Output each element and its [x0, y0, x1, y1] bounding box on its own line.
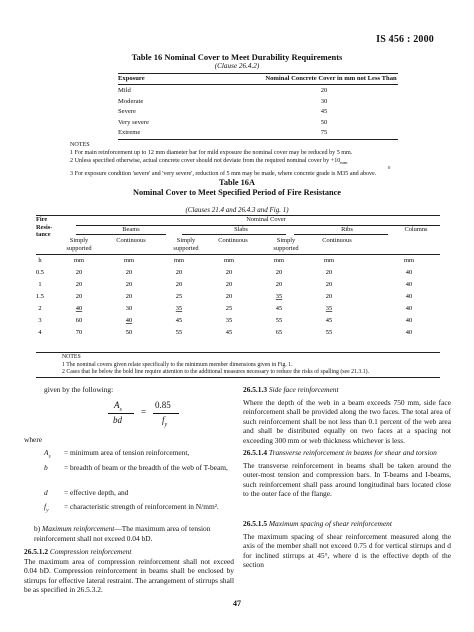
min-reinforcement-equation: [108, 400, 208, 432]
cover-cell: 45: [320, 108, 328, 115]
section-text: The transverse reinforcement in beams shall be taken around the outer-most tension and compression bars. In T-beams and I-beams, such reinforcement shall pass around longitudinal bars located close to the outer face of the flange.: [243, 460, 451, 499]
cover-cell: 30: [125, 305, 133, 312]
cover-cell: 40: [75, 305, 83, 312]
cover-cell: 35: [325, 305, 333, 312]
fire-period-cell: 1.5: [36, 293, 44, 300]
subhead-text: supported: [273, 244, 299, 252]
cover-cell: 45: [275, 305, 283, 312]
note-3: 3 For exposure condition 'severe' and 'very severe', reduction of 5 mm may be made, where concrete grade is M35 and above.: [70, 171, 377, 177]
cover-cell: 40: [405, 317, 413, 324]
standard-number: IS 456 : 2000: [376, 34, 434, 45]
definitions: [24, 448, 232, 524]
cover-cell: 20: [75, 293, 83, 300]
subhead-text: supported: [173, 244, 199, 252]
eq-num: A: [114, 400, 120, 410]
unit-cell: mm: [324, 257, 334, 264]
eq-den: bd: [113, 415, 122, 425]
def-symbol: d: [44, 488, 48, 497]
def-text: = effective depth, and: [64, 488, 129, 497]
eq-rhs-num: 0.85: [155, 400, 171, 410]
notes-heading: NOTES: [70, 142, 90, 148]
table16-title: Table 16 Nominal Cover to Meet Durability Requirements: [131, 52, 343, 62]
tolerance-unit: mm: [340, 160, 348, 165]
group-beams: Beams: [122, 226, 140, 233]
def-text: = minimum area of tension reinforcement,: [64, 448, 190, 457]
tolerance-zero: 0: [388, 165, 391, 170]
section-title: Side face reinforcement: [268, 385, 339, 394]
subhead-beams-continuous: Continuous: [116, 237, 146, 244]
cover-cell: 20: [225, 293, 233, 300]
definition-as: [24, 448, 232, 463]
section-text: Where the depth of the web in a beam exceeds 750 mm, side face reinforcement shall be provided along the two faces. The total area of such reinforcement shall be not less than 0.1 percent of the web area and shall be distributed equally on two faces at a spacing not exceeding 300 mm or web thickness whichever is less.: [243, 397, 451, 445]
unit-cell: mm: [174, 257, 184, 264]
cover-cell: 40: [405, 281, 413, 288]
table16a-number: Table 16A: [219, 178, 255, 187]
cover-cell: 35: [275, 293, 283, 300]
table16a-clause: (Clauses 21.4 and 26.4.3 and Fig. 1): [185, 206, 289, 214]
unit-cell: mm: [404, 257, 414, 264]
cover-cell: 45: [325, 317, 333, 324]
exposure-cell: Very severe: [118, 118, 149, 126]
tance-label: tance: [36, 231, 51, 238]
item-label: b): [34, 524, 41, 533]
fire-period-cell: 1: [38, 281, 42, 288]
definition-d: [24, 488, 232, 502]
eq-frac-bar-rhs: [153, 413, 179, 414]
section-number: 26.5.1.4: [243, 448, 268, 457]
unit-cell: mm: [224, 257, 234, 264]
definition-fy: [24, 502, 232, 524]
given-by-text: given by the following:: [44, 385, 114, 394]
section-26-5-1-3: [243, 385, 451, 446]
unit-cell: mm: [274, 257, 284, 264]
def-symbol: f: [44, 502, 47, 511]
cover-cell: 20: [125, 281, 133, 288]
section-title: Maximum spacing of shear reinforcement: [268, 519, 392, 528]
cover-cell: 50: [320, 118, 328, 126]
cover-cell: 25: [225, 305, 233, 312]
cover-cell: 55: [175, 329, 183, 336]
cover-cell: 20: [225, 269, 233, 276]
notes-rule: [36, 377, 440, 378]
cover-cell: 35: [225, 317, 233, 324]
cover-cell: 20: [320, 87, 328, 94]
cover-cell: 65: [275, 329, 283, 336]
cover-cell: 20: [275, 269, 283, 276]
subhead-text: Simply: [69, 237, 89, 244]
exposure-cell: Severe: [118, 108, 136, 115]
def-symbol: b: [44, 463, 48, 472]
cover-cell: 20: [175, 281, 183, 288]
cover-cell: 20: [325, 281, 333, 288]
resis-label: Resis-: [36, 223, 53, 231]
exposure-cell: Mild: [118, 87, 131, 94]
eq-num-sub: s: [119, 406, 122, 413]
def-text: = characteristic strength of reinforcement in N/mm².: [64, 502, 219, 511]
definition-b: [24, 463, 232, 488]
page-number: 47: [233, 599, 241, 608]
section-number: 26.5.1.2: [24, 547, 49, 556]
item-title: Maximum reinforcement: [42, 524, 115, 533]
cover-cell: 20: [225, 281, 233, 288]
section-text: The maximum area of compression reinforcement shall not exceed 0.04 bD. Compression reinforcement in beams shall be enclosed by stirrups for effective lateral restraint. The arrangement of stirrups shall be as specified in 26.5.3.2.: [24, 556, 234, 595]
cover-cell: 40: [405, 305, 413, 312]
cover-cell: 20: [75, 269, 83, 276]
cover-cell: 45: [225, 329, 233, 336]
nominal-cover-header: Nominal Cover: [246, 216, 286, 223]
subhead-ribs-continuous: Continuous: [322, 237, 352, 244]
def-sub: y: [46, 507, 49, 514]
cover-cell: 20: [75, 281, 83, 288]
cover-cell: 40: [405, 329, 413, 336]
cover-cell: 20: [325, 269, 333, 276]
cover-cell: 45: [175, 317, 183, 324]
subhead-text: supported: [66, 244, 92, 252]
cover-cell: 20: [325, 293, 333, 300]
cover-cell: 40: [405, 293, 413, 300]
table16-col-cover: Nominal Concrete Cover in mm not Less Than: [265, 75, 397, 82]
table16-col-exposure: Exposure: [118, 75, 145, 82]
fire-period-cell: 0.5: [36, 269, 44, 276]
group-columns: Columns: [404, 226, 428, 233]
section-text: The maximum spacing of shear reinforcement measured along the axis of the member shall not exceed 0.75 d for vertical stirrups and d for inclined stirrups at 45°, where d is the effective depth of the section: [243, 531, 451, 570]
def-text: = breadth of beam or the breadth of the web of T-beam,: [64, 463, 228, 472]
cover-cell: 50: [125, 329, 133, 336]
cover-cell: 60: [75, 317, 83, 324]
cover-cell: 20: [125, 293, 133, 300]
fire-period-cell: 4: [38, 329, 42, 336]
subhead-text: Simply: [276, 237, 296, 244]
eq-frac-bar: [108, 413, 134, 414]
note-2: 2 Unless specified otherwise, actual concrete cover should not deviate from the required nominal cover by +10: [70, 158, 341, 164]
eq-rhs-den: f: [162, 415, 165, 425]
cover-cell: 75: [320, 129, 328, 136]
section-26-5-1-5: [243, 519, 451, 570]
cover-cell: 40: [125, 317, 133, 324]
section-title: Compression reinforcement: [49, 547, 132, 556]
table16a-heading: Nominal Cover to Meet Specified Period of Fire Resistance: [133, 188, 341, 197]
eq-equals: =: [141, 407, 147, 417]
cover-cell: 20: [125, 269, 133, 276]
cover-cell: 25: [175, 293, 183, 300]
note-1: 1 For main reinforcement up to 12 mm diameter bar for mild exposure the nominal cover may be reduced by 5 mm.: [70, 150, 353, 156]
def-sub: s: [48, 453, 51, 460]
fire-period-cell: 3: [38, 317, 42, 324]
note-2: 2 Cases that lie below the bold line require attention to the additional measures necessary to reduce the risks of spalling (see 21.3.1).: [62, 369, 369, 376]
section-26-5-1-2: [24, 547, 234, 595]
table16a-notes: [62, 354, 422, 377]
cover-cell: 30: [320, 97, 328, 105]
cover-cell: 20: [175, 269, 183, 276]
subhead-slabs-continuous: Continuous: [218, 237, 248, 244]
group-ribs: Ribs: [341, 226, 353, 233]
cover-cell: 55: [275, 317, 283, 324]
unit-cell: h: [38, 257, 42, 264]
subhead-text: Simply: [176, 237, 196, 244]
fire-label: Fire: [36, 216, 48, 223]
notes-heading: NOTES: [62, 354, 81, 360]
exposure-cell: Extreme: [118, 129, 141, 136]
section-number: 26.5.1.3: [243, 385, 268, 394]
cover-cell: 40: [405, 269, 413, 276]
item-text: —The maximum area of tension reinforcement shall not exceed 0.04 bD.: [34, 524, 211, 543]
where-text: where: [24, 435, 43, 444]
section-number: 26.5.1.5: [243, 519, 268, 528]
cover-cell: 20: [275, 281, 283, 288]
section-title: Transverse reinforcement in beams for shear and torsion: [268, 448, 437, 457]
cover-cell: 70: [75, 329, 83, 336]
section-26-5-1-4: [243, 448, 451, 499]
def-symbol: A: [44, 448, 49, 457]
item-b-maximum-reinforcement: [34, 524, 232, 543]
group-slabs: Slabs: [234, 226, 248, 233]
exposure-cell: Moderate: [118, 97, 144, 105]
unit-cell: mm: [74, 257, 84, 264]
fire-period-cell: 2: [38, 305, 42, 312]
cover-cell: 55: [325, 329, 333, 336]
unit-cell: mm: [124, 257, 134, 264]
note-1: 1 The nominal covers given relate specifically to the minimum member dimensions given in Fig. 1.: [62, 361, 293, 368]
eq-rhs-den-sub: y: [164, 421, 168, 428]
table16-clause: (Clause 26.4.2): [214, 62, 260, 70]
cover-cell: 35: [175, 305, 183, 312]
